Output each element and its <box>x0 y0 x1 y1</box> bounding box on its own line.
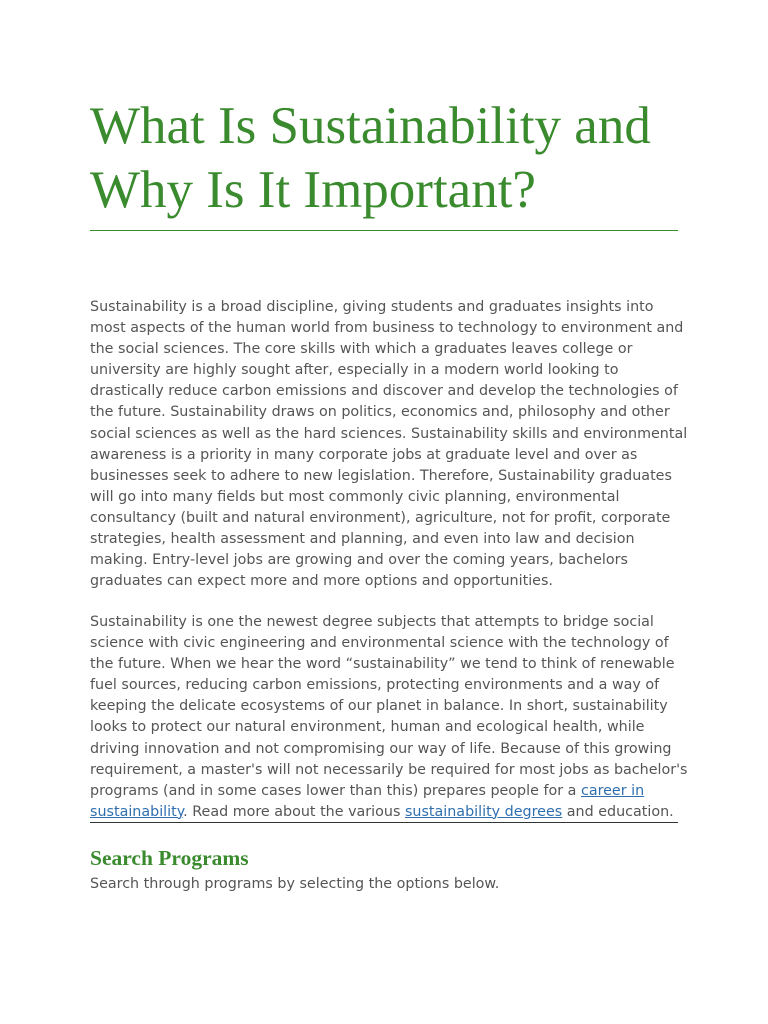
paragraph-2-text-1: Sustainability is one the newest degree subjects that attempts to bridge social science with civic engineering and environmental science with the technology of the future. When we hear the word “sustainability” we tend to think of renewable fuel sources, reducing carbon emissions, protecting environments and a way of keeping the delicate ecosystems of our planet in balance. In short, sustainability looks to protect our natural environment, human and ecological health, while driving innovation and not compromising our way of life. Because of this growing requirement, a master's will not necessarily be required for most jobs as bachelor's programs (and in some cases lower than this) prepares people for a <box>90 614 688 799</box>
paragraph-2-text-2: . Read more about the various <box>183 803 405 820</box>
article-paragraph-2-block <box>90 612 690 823</box>
page-title <box>90 94 690 222</box>
title-divider <box>90 230 678 231</box>
search-programs-subtext: Search through programs by selecting the options below. <box>90 876 500 892</box>
article-paragraph-1-block <box>90 297 690 592</box>
sustainability-degrees-link[interactable]: sustainability degrees <box>404 803 563 820</box>
career-in-sustainability-link[interactable]: career in sustainability <box>90 782 645 820</box>
paragraph-2-text-3: and education. <box>562 803 674 820</box>
page-title-line-2: Why Is It Important? <box>90 161 536 219</box>
article-paragraph-2 <box>90 612 690 823</box>
search-programs-heading: Search Programs <box>90 846 249 870</box>
section-divider <box>90 822 678 823</box>
page-title-line-1: What Is Sustainability and <box>90 97 651 155</box>
article-paragraph-1: Sustainability is a broad discipline, giving students and graduates insights into most aspects of the human world from business to technology to environment and the social sciences. The core skills with which a graduates leaves college or university are highly sought after, especially in a modern world looking to drastically reduce carbon emissions and discover and develop the technologies of the future. Sustainability draws on politics, economics and, philosophy and other social sciences as well as the hard sciences. Sustainability skills and environmental awareness is a priority in many corporate jobs at graduate level and over as businesses seek to adhere to new legislation. Therefore, Sustainability graduates will go into many fields but most commonly civic planning, environmental consultancy (built and natural environment), agriculture, not for profit, corporate strategies, health assessment and planning, and even into law and decision making. Entry-level jobs are growing and over the coming years, bachelors graduates can expect more and more options and opportunities. <box>90 299 688 590</box>
